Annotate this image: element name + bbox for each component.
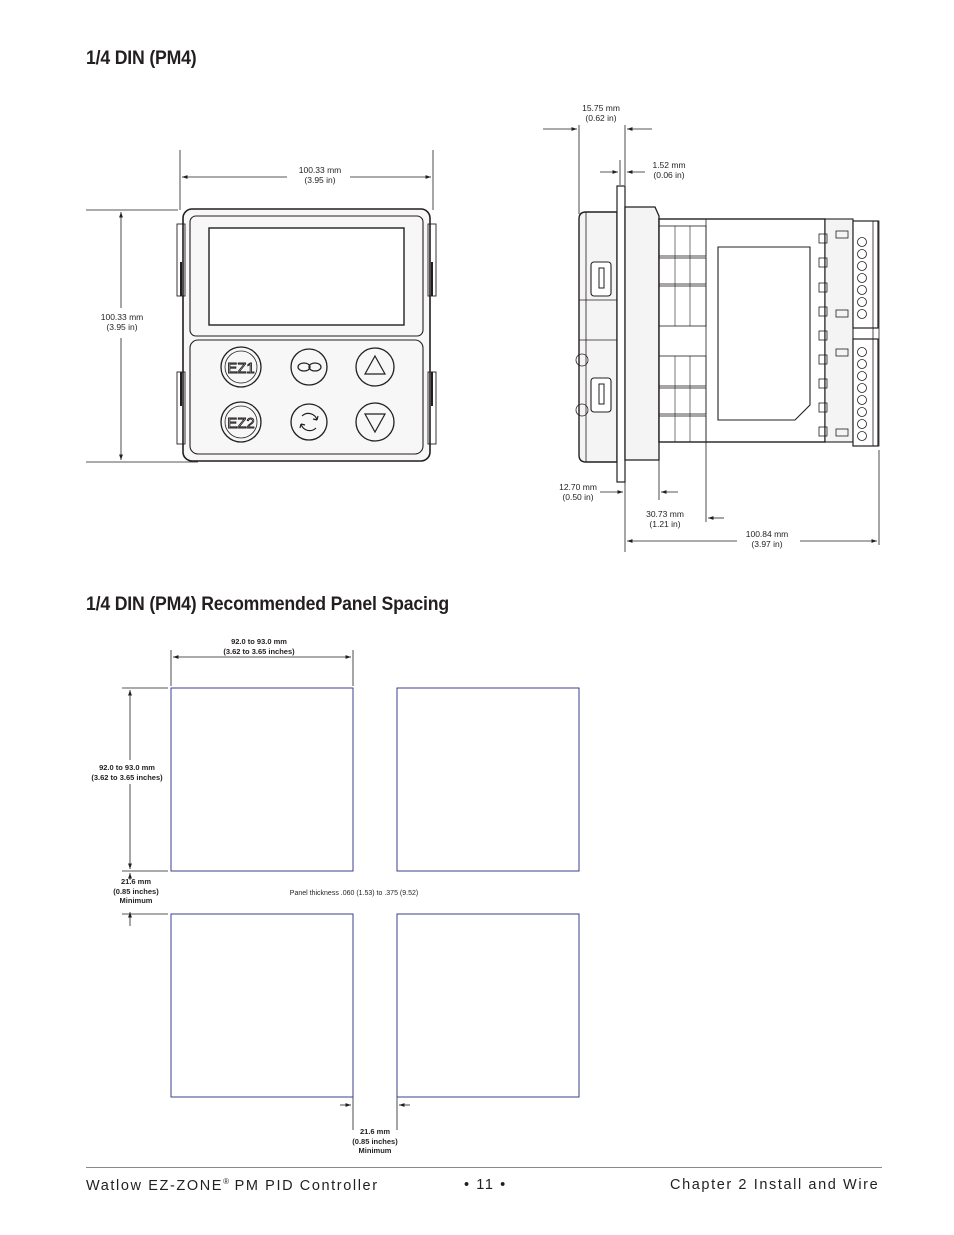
front-offset-dimension: 12.70 mm (0.50 in) (559, 482, 597, 502)
front-height-dimension: 100.33 mm (3.95 in) (100, 312, 144, 332)
ez1-key-label: EZ1 (227, 360, 255, 377)
footer-chapter: Chapter 2 Install and Wire (670, 1177, 880, 1193)
cutout-top-left (171, 688, 353, 871)
panel-thickness-note: Panel thickness .060 (1.53) to .375 (9.52) (289, 890, 419, 897)
panel-gap-dimension: 1.52 mm (0.06 in) (652, 160, 686, 180)
bezel-depth-dimension: 15.75 mm (0.62 in) (582, 103, 620, 123)
footer-page-number: • 11 • (464, 1177, 507, 1193)
ez2-key-label: EZ2 (227, 415, 255, 432)
cutout-bottom-left (171, 914, 353, 1097)
section-heading-panel-spacing: 1/4 DIN (PM4) Recommended Panel Spacing (86, 594, 449, 615)
footer-rule (86, 1167, 882, 1168)
rib-depth-dimension: 30.73 mm (1.21 in) (646, 509, 684, 529)
front-width-dimension: 100.33 mm (3.95 in) (298, 165, 342, 185)
cutout-width-dimension: 92.0 to 93.0 mm (3.62 to 3.65 inches) (223, 637, 295, 656)
section-heading-pm4: 1/4 DIN (PM4) (86, 48, 197, 69)
cutout-bottom-right (397, 914, 579, 1097)
cutout-height-dimension: 92.0 to 93.0 mm (3.62 to 3.65 inches) (91, 763, 163, 782)
body-depth-dimension: 100.84 mm (3.97 in) (745, 529, 789, 549)
footer-product: Watlow EZ-ZONE® PM PID Controller (86, 1177, 379, 1194)
cutout-top-right (397, 688, 579, 871)
vertical-gap-dimension: 21.6 mm (0.85 inches) Minimum (113, 877, 159, 905)
horizontal-gap-dimension: 21.6 mm (0.85 inches) Minimum (352, 1127, 398, 1155)
